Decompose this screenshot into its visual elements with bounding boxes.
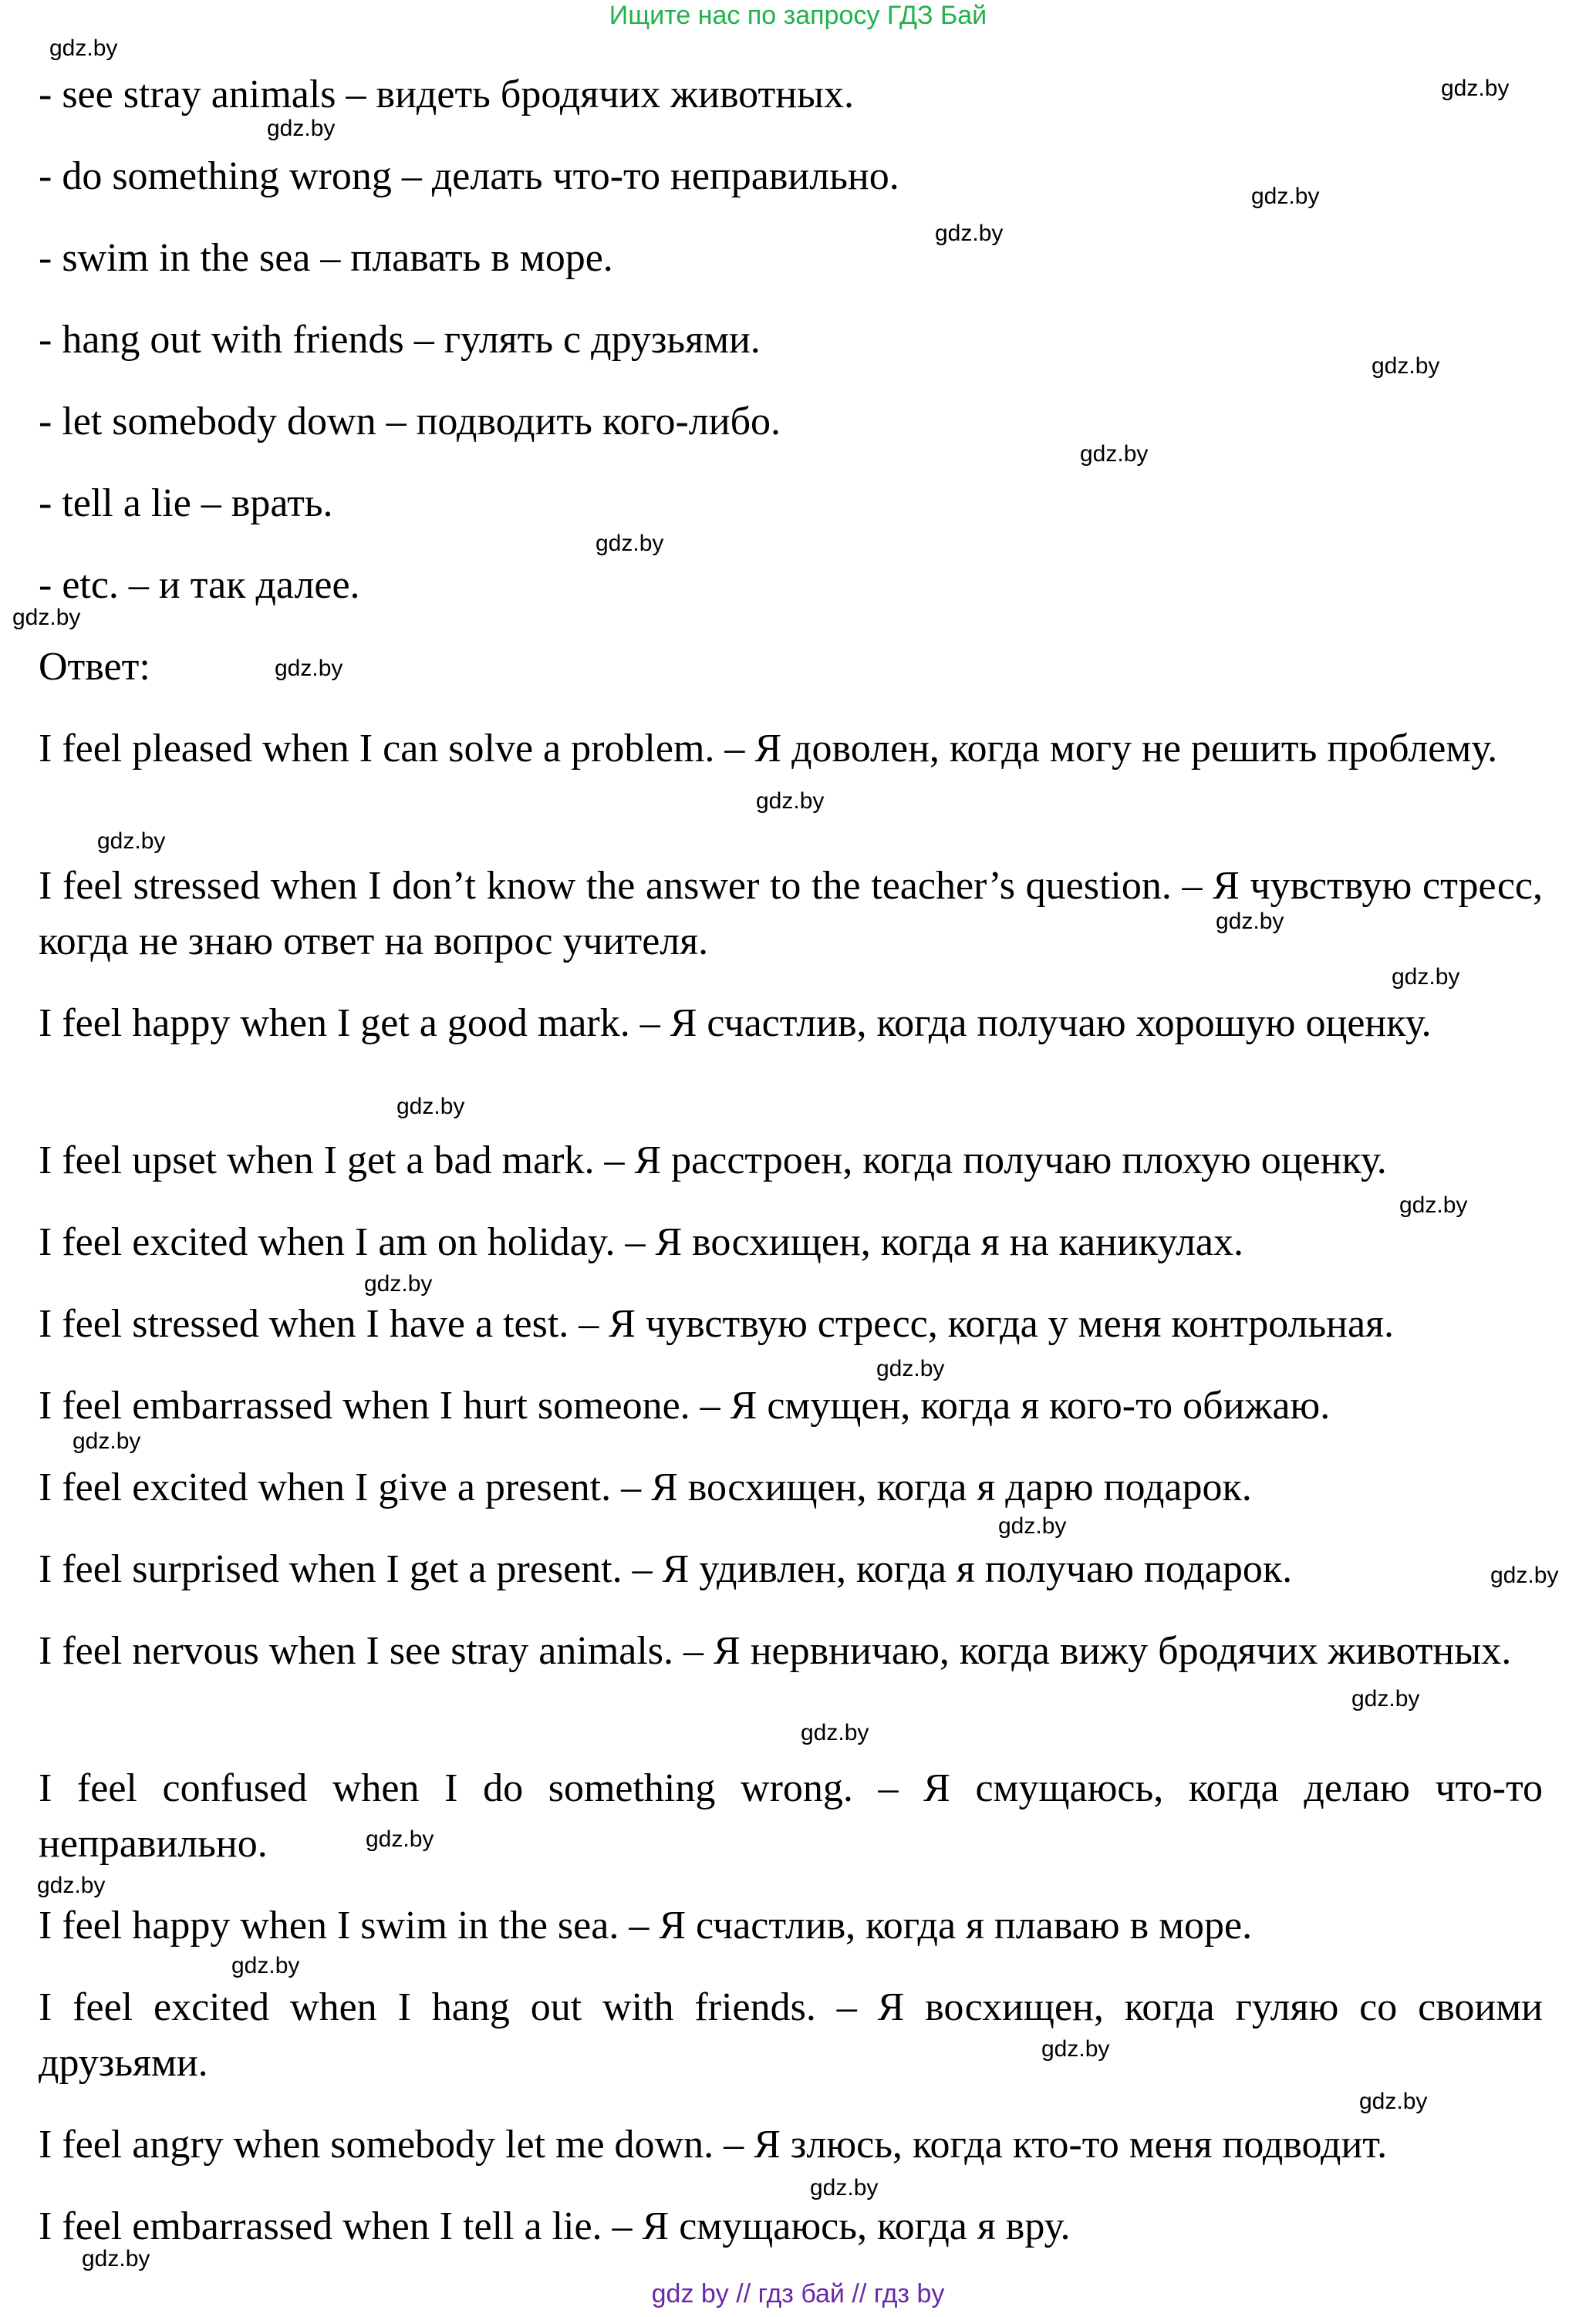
answer-item: I feel nervous when I see stray animals. – Я нервничаю, когда вижу бродячих животных.	[39, 1629, 1512, 1673]
phrase-item: - tell a lie – врать.	[39, 481, 333, 525]
watermark: gdz.by	[810, 2175, 879, 2201]
answer-item: I feel upset when I get a bad mark. – Я расстроен, когда получаю плохую оценку.	[39, 1138, 1387, 1182]
watermark: gdz.by	[1372, 353, 1440, 379]
answer-item: I feel embarrassed when I hurt someone. – Я смущен, когда я кого-то обижаю.	[39, 1384, 1331, 1428]
watermark: gdz.by	[1216, 909, 1284, 934]
top-banner[interactable]: Ищите нас по запросу ГДЗ Бай	[609, 1, 987, 30]
watermark: gdz.by	[1041, 2036, 1110, 2062]
watermark: gdz.by	[1490, 1563, 1559, 1588]
watermark: gdz.by	[801, 1720, 869, 1745]
answer-item: I feel embarrassed when I tell a lie. – Я смущаюсь, когда я вру.	[39, 2204, 1071, 2248]
answer-item: I feel happy when I get a good mark. – Я счастлив, когда получаю хорошую оценку.	[39, 1001, 1432, 1045]
answer-item: I feel stressed when I don’t know the answer to the teacher’s question. – Я чувствую стресс, когда не знаю ответ на вопрос учителя.	[39, 864, 1543, 963]
watermark: gdz.by	[73, 1428, 141, 1454]
answer-item: I feel pleased when I can solve a problem. – Я доволен, когда могу не решить проблему.	[39, 727, 1498, 771]
phrase-item: - swim in the sea – плавать в море.	[39, 236, 613, 280]
footer-links[interactable]: gdz by // гдз бай // гдз by	[651, 2279, 945, 2309]
answer-item: I feel stressed when I have a test. – Я чувствую стресс, когда у меня контрольная.	[39, 1302, 1395, 1346]
watermark: gdz.by	[1441, 76, 1510, 101]
answer-item: I feel surprised when I get a present. – Я удивлен, когда я получаю подарок.	[39, 1547, 1293, 1591]
phrase-item: - let somebody down – подводить кого-либо.	[39, 400, 781, 444]
watermark: gdz.by	[756, 788, 825, 814]
watermark: gdz.by	[396, 1094, 465, 1119]
phrase-item: - hang out with friends – гулять с друзьями.	[39, 318, 761, 362]
watermark: gdz.by	[366, 1826, 434, 1852]
watermark: gdz.by	[1392, 964, 1460, 990]
watermark: gdz.by	[82, 2246, 150, 2271]
answer-label: Ответ:	[39, 645, 150, 689]
answer-item: I feel confused when I do something wrong. – Я смущаюсь, когда делаю что-то неправильно.	[39, 1766, 1543, 1866]
answer-item: I feel excited when I hang out with friends. – Я восхищен, когда гуляю со своими друзьями.	[39, 1985, 1543, 2085]
watermark: gdz.by	[231, 1953, 300, 1978]
answer-item: I feel excited when I am on holiday. – Я восхищен, когда я на каникулах.	[39, 1220, 1244, 1264]
watermark: gdz.by	[97, 828, 166, 854]
watermark: gdz.by	[12, 605, 81, 630]
watermark: gdz.by	[998, 1513, 1067, 1539]
watermark: gdz.by	[935, 221, 1004, 246]
watermark: gdz.by	[1080, 441, 1149, 467]
watermark: gdz.by	[596, 531, 664, 556]
watermark: gdz.by	[275, 656, 343, 681]
watermark: gdz.by	[1351, 1686, 1420, 1712]
phrase-item: - see stray animals – видеть бродячих животных.	[39, 73, 854, 116]
watermark: gdz.by	[1399, 1192, 1468, 1218]
answer-item: I feel angry when somebody let me down. – Я злюсь, когда кто-то меня подводит.	[39, 2123, 1388, 2167]
watermark: gdz.by	[876, 1356, 945, 1381]
watermark: gdz.by	[37, 1873, 106, 1898]
watermark: gdz.by	[267, 116, 336, 141]
watermark: gdz.by	[49, 35, 118, 61]
phrase-item: - etc. – и так далее.	[39, 563, 360, 607]
watermark: gdz.by	[364, 1271, 433, 1297]
answer-item: I feel happy when I swim in the sea. – Я счастлив, когда я плаваю в море.	[39, 1904, 1253, 1948]
watermark: gdz.by	[1359, 2089, 1428, 2114]
watermark: gdz.by	[1251, 184, 1320, 209]
answer-item: I feel excited when I give a present. – Я восхищен, когда я дарю подарок.	[39, 1465, 1252, 1509]
phrase-item: - do something wrong – делать что-то неправильно.	[39, 154, 899, 198]
